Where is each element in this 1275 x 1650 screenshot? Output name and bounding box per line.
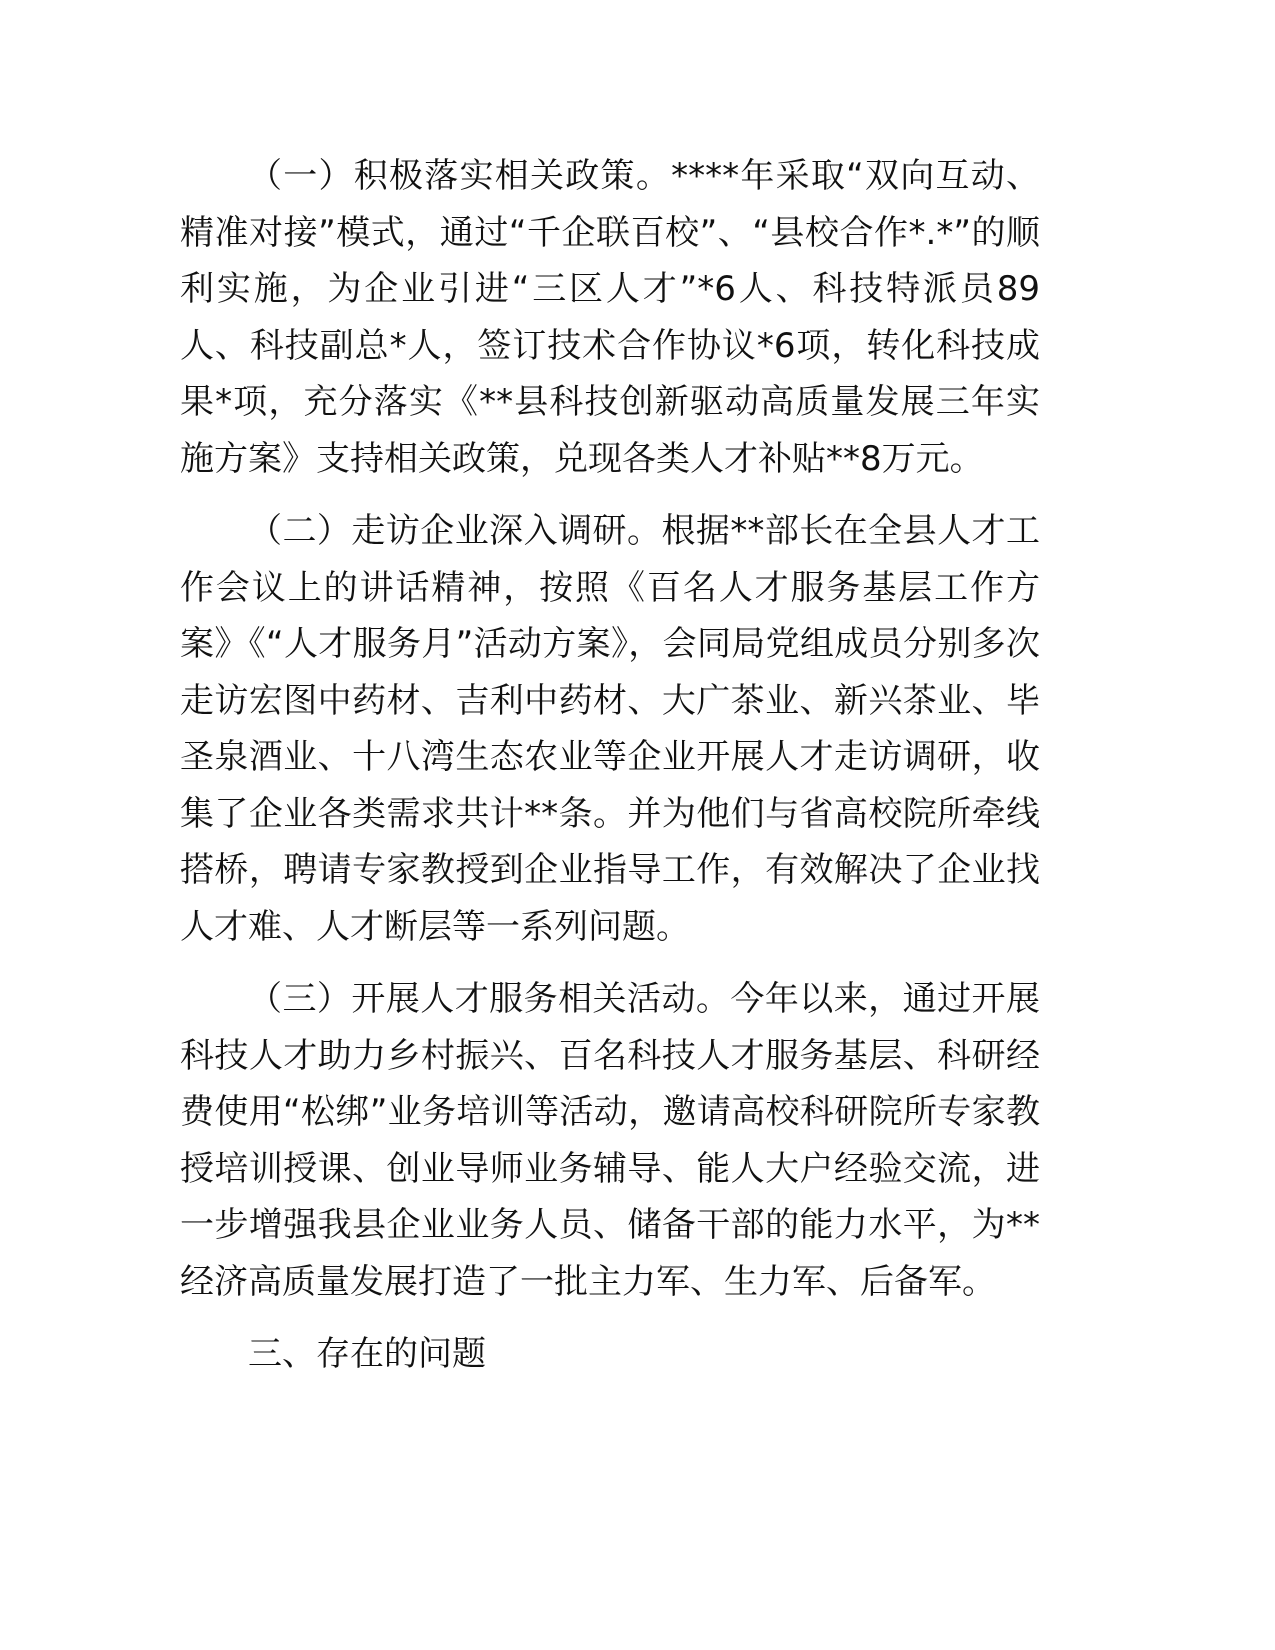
paragraph-enterprise-visits: （二）走访企业深入调研。根据**部长在全县人才工作会议上的讲话精神，按照《百名人才服务基层工作方案》《“人才服务月”活动方案》，会同局党组成员分别多次走访宏图中药材、吉利中药材、大广茶业、新兴茶业、毕圣泉酒业、十八湾生态农业等企业开展人才走访调研，收集了企业各类需求共计**条。并为他们与省高校院所牵线搭桥，聘请专家教授到企业指导工作，有效解决了企业找人才难、人才断层等一系列问题。 [180, 511, 1040, 947]
document-body [180, 148, 1040, 1383]
paragraph-policy-implementation: （一）积极落实相关政策。****年采取“双向互动、精准对接”模式，通过“千企联百校”、“县校合作*.*”的顺利实施，为企业引进“三区人才”*6人、科技特派员89人、科技副总*人，签订技术合作协议*6项，转化科技成果*项，充分落实《**县科技创新驱动高质量发展三年实施方案》支持相关政策，兑现各类人才补贴**8万元。 [180, 156, 1040, 479]
paragraph-talent-service-activities: （三）开展人才服务相关活动。今年以来，通过开展科技人才助力乡村振兴、百名科技人才服务基层、科研经费使用“松绑”业务培训等活动，邀请高校科研院所专家教授培训授课、创业导师业务辅导、能人大户经验交流，进一步增强我县企业业务人员、储备干部的能力水平，为**经济高质量发展打造了一批主力军、生力军、后备军。 [180, 979, 1040, 1302]
section-heading-existing-problems: 三、存在的问题 [248, 1334, 486, 1374]
